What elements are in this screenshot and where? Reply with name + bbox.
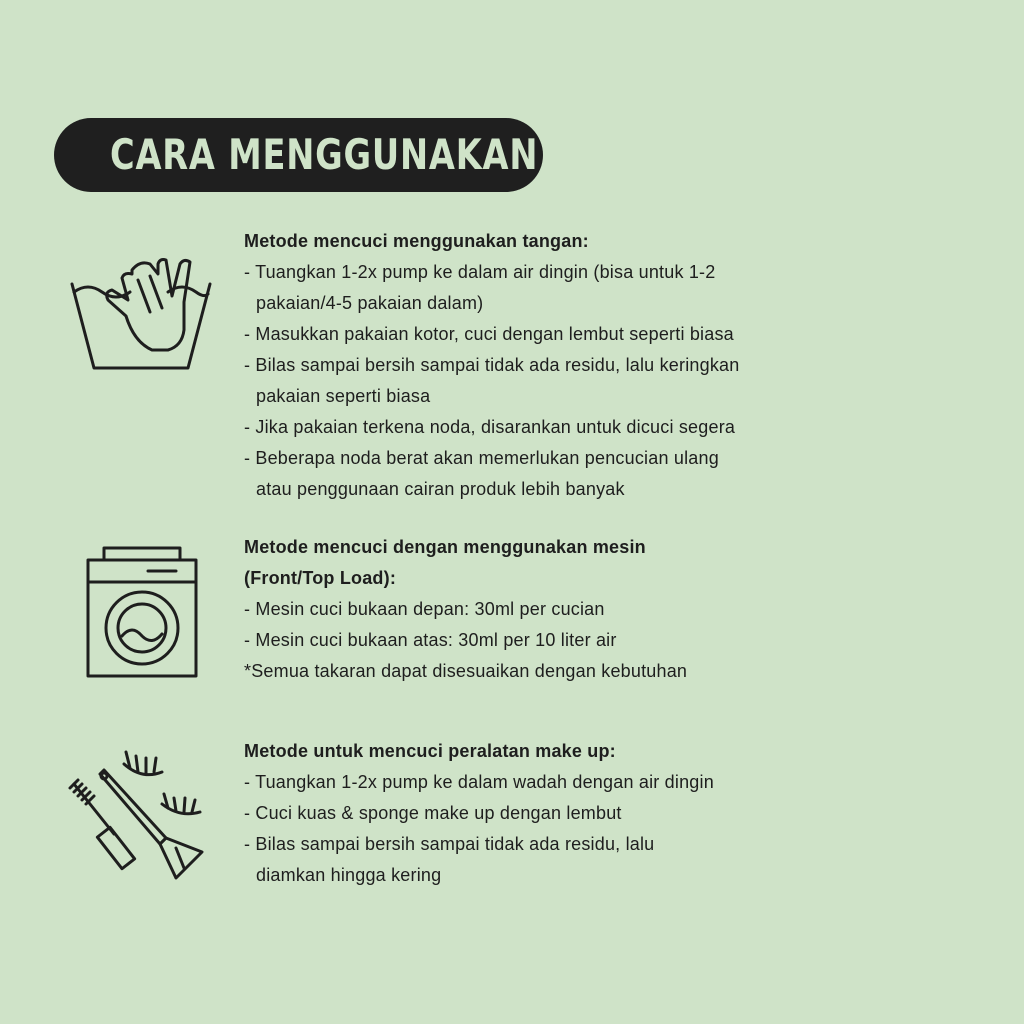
page-title: CARA MENGGUNAKAN xyxy=(110,130,539,179)
instruction-line: - Cuci kuas & sponge make up dengan lembut xyxy=(244,803,622,823)
instruction-line: - Bilas sampai bersih sampai tidak ada residu, lalu xyxy=(244,834,655,854)
instruction-line: diamkan hingga kering xyxy=(256,865,442,885)
section-machine-wash xyxy=(244,532,687,687)
footnote: *Semua takaran dapat disesuaikan dengan kebutuhan xyxy=(244,661,688,681)
section-heading: Metode mencuci dengan menggunakan mesin xyxy=(244,537,646,557)
section-heading: Metode mencuci menggunakan tangan: xyxy=(244,231,589,251)
instruction-line: - Beberapa noda berat akan memerlukan pencucian ulang xyxy=(244,448,719,468)
instruction-line: - Bilas sampai bersih sampai tidak ada residu, lalu keringkan xyxy=(244,355,740,375)
section-hand-wash xyxy=(244,226,739,505)
section-makeup-wash xyxy=(244,736,714,891)
title-banner xyxy=(54,118,543,192)
instruction-line: - Mesin cuci bukaan depan: 30ml per cucian xyxy=(244,599,605,619)
instruction-line: - Tuangkan 1-2x pump ke dalam wadah dengan air dingin xyxy=(244,772,714,792)
makeup-tools-icon xyxy=(64,742,210,884)
washing-machine-icon xyxy=(86,546,198,678)
instruction-line: - Mesin cuci bukaan atas: 30ml per 10 liter air xyxy=(244,630,617,650)
instruction-line: atau penggunaan cairan produk lebih banyak xyxy=(256,479,625,499)
instruction-line: pakaian/4-5 pakaian dalam) xyxy=(256,293,484,313)
hand-wash-icon xyxy=(68,256,216,374)
instruction-line: - Tuangkan 1-2x pump ke dalam air dingin (bisa untuk 1-2 xyxy=(244,262,716,282)
instruction-line: - Jika pakaian terkena noda, disarankan untuk dicuci segera xyxy=(244,417,736,437)
section-heading: (Front/Top Load): xyxy=(244,568,397,588)
section-heading: Metode untuk mencuci peralatan make up: xyxy=(244,741,616,761)
instruction-line: - Masukkan pakaian kotor, cuci dengan lembut seperti biasa xyxy=(244,324,734,344)
instruction-line: pakaian seperti biasa xyxy=(256,386,431,406)
